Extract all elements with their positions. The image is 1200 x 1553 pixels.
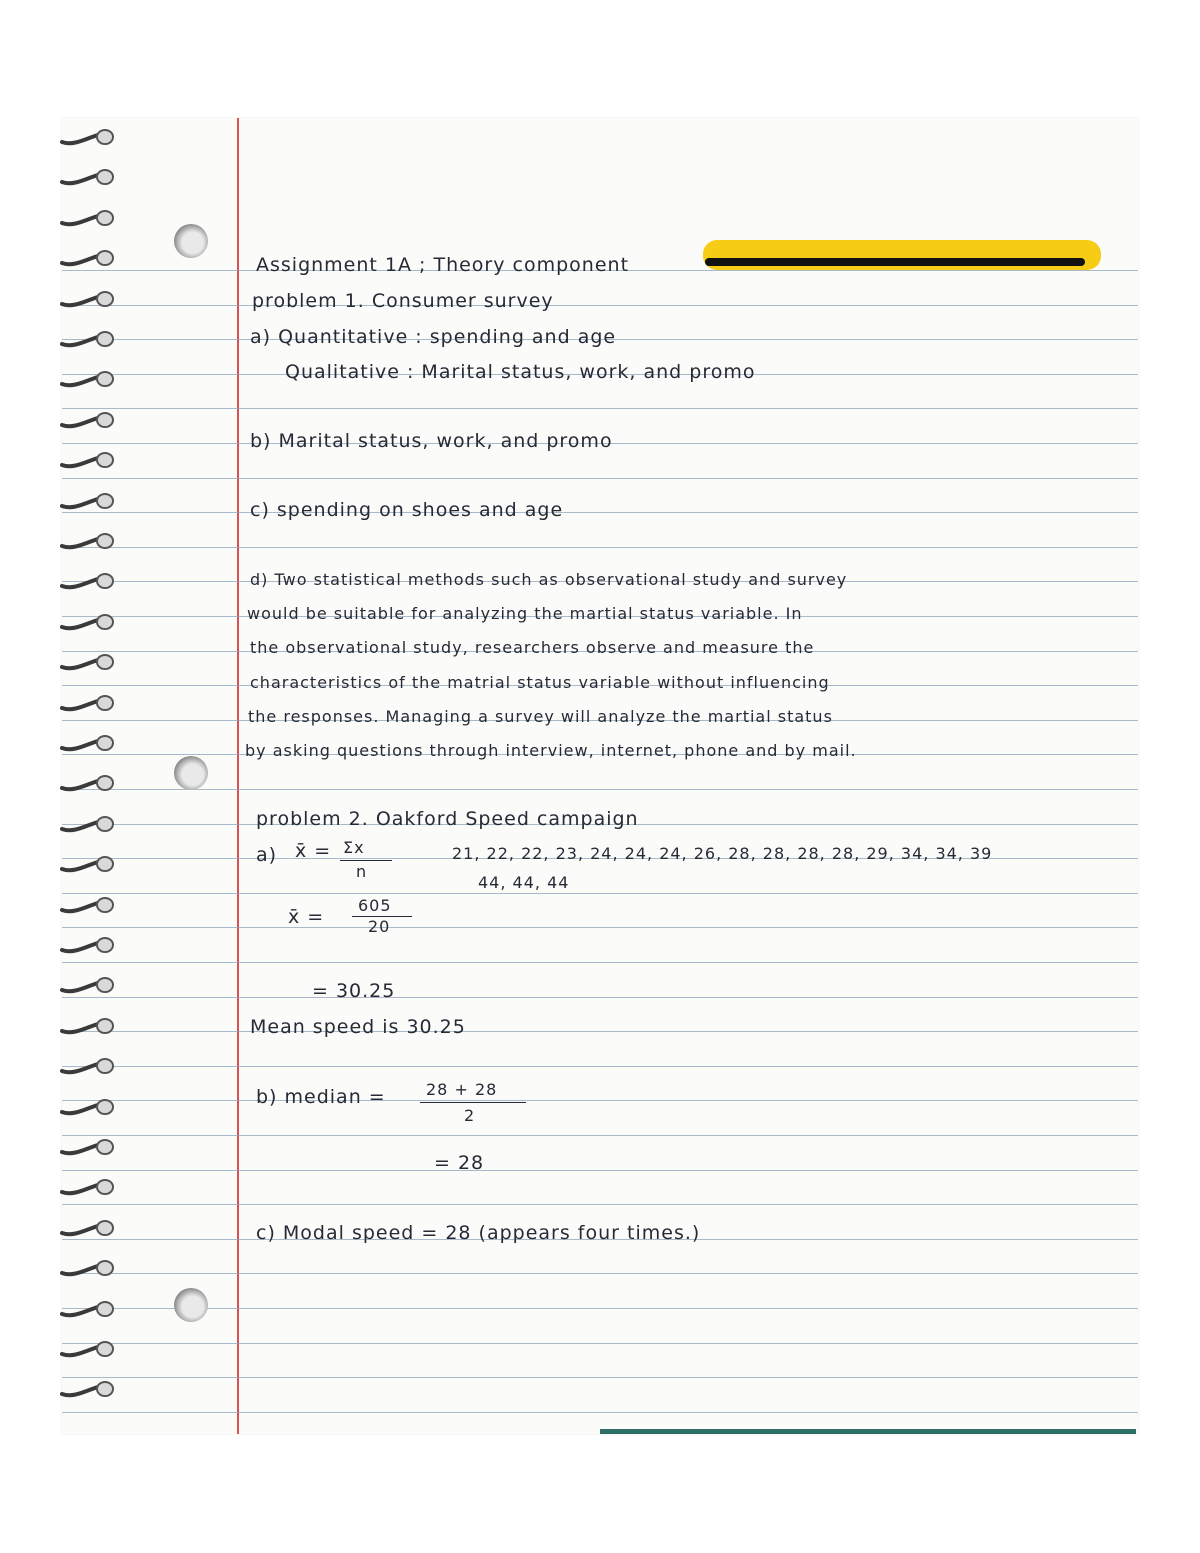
spiral-coil <box>58 1057 118 1079</box>
spiral-coil <box>58 451 118 473</box>
spiral-coil <box>58 209 118 231</box>
punch-hole <box>174 1288 208 1322</box>
ruled-line <box>62 1377 1138 1378</box>
answer-1c: c) spending on shoes and age <box>250 499 564 521</box>
mean-formula-denominator: n <box>356 862 368 881</box>
answer-1d-line: by asking questions through interview, internet, phone and by mail. <box>245 741 857 760</box>
spiral-coil <box>58 492 118 514</box>
spiral-coil <box>58 1300 118 1322</box>
problem1-heading: problem 1. Consumer survey <box>252 290 554 312</box>
spiral-coil <box>58 1340 118 1362</box>
ruled-line <box>62 997 1138 998</box>
spiral-coil <box>58 613 118 635</box>
spiral-coil <box>58 290 118 312</box>
median-label: b) median = <box>256 1086 386 1108</box>
spiral-coil <box>58 694 118 716</box>
ruled-line <box>62 1204 1138 1205</box>
modal-speed: c) Modal speed = 28 (appears four times.) <box>256 1222 701 1244</box>
mean-formula-left: x̄ = <box>295 840 332 862</box>
ruled-line <box>62 1031 1138 1032</box>
answer-1d-line: characteristics of the matrial status variable without influencing <box>250 673 830 692</box>
answer-1a-qualitative: Qualitative : Marital status, work, and promo <box>285 361 756 383</box>
assignment-title: Assignment 1A ; Theory component <box>256 254 630 276</box>
fraction-bar <box>340 860 392 861</box>
median-numerator: 28 + 28 <box>426 1080 498 1099</box>
answer-1d-line: the responses. Managing a survey will analyze the martial status <box>248 707 833 726</box>
spiral-coil <box>58 1017 118 1039</box>
fraction-bar <box>420 1102 526 1103</box>
spiral-coil <box>58 249 118 271</box>
ruled-line <box>62 408 1138 409</box>
speed-data-line-1: 21, 22, 22, 23, 24, 24, 24, 26, 28, 28, 28, 28, 29, 34, 34, 39 <box>452 844 993 863</box>
margin-line <box>237 118 239 1434</box>
ruled-line <box>62 1273 1138 1274</box>
spiral-coil <box>58 1098 118 1120</box>
median-denominator: 2 <box>464 1106 476 1125</box>
ruled-line <box>62 1308 1138 1309</box>
ruled-line <box>62 478 1138 479</box>
spiral-coil <box>58 1138 118 1160</box>
spiral-coil <box>58 734 118 756</box>
ruled-line <box>62 1135 1138 1136</box>
xbar-numerator: 605 <box>358 896 392 915</box>
answer-1b: b) Marital status, work, and promo <box>250 430 613 452</box>
answer-2a-label: a) <box>256 844 278 866</box>
punch-hole <box>174 224 208 258</box>
ruled-line <box>62 962 1138 963</box>
spiral-coil <box>58 168 118 190</box>
spiral-coil <box>58 1219 118 1241</box>
spiral-coil <box>58 855 118 877</box>
xbar-left: x̄ = <box>288 906 325 928</box>
spiral-coil <box>58 128 118 150</box>
ruled-line <box>62 1412 1138 1413</box>
answer-1a-quantitative: a) Quantitative : spending and age <box>250 326 617 348</box>
spiral-coil <box>58 532 118 554</box>
mean-formula-numerator: Σx <box>343 838 365 857</box>
answer-1d-line: the observational study, researchers observe and measure the <box>250 638 815 657</box>
ruled-line <box>62 927 1138 928</box>
ruled-line <box>62 1343 1138 1344</box>
ruled-line <box>62 1066 1138 1067</box>
xbar-denominator: 20 <box>368 917 391 936</box>
xbar-result: = 30.25 <box>312 980 396 1002</box>
spiral-coil <box>58 1178 118 1200</box>
mean-statement: Mean speed is 30.25 <box>250 1016 466 1038</box>
ruled-line <box>62 893 1138 894</box>
spiral-coil <box>58 1259 118 1281</box>
spiral-coil <box>58 896 118 918</box>
spiral-coil <box>58 370 118 392</box>
spiral-coil <box>58 936 118 958</box>
answer-1d-line: would be suitable for analyzing the martial status variable. In <box>247 604 803 623</box>
paper-edge <box>600 1429 1136 1434</box>
spiral-coil <box>58 330 118 352</box>
spiral-coil <box>58 976 118 998</box>
ruled-line <box>62 1170 1138 1171</box>
ruled-line <box>62 1100 1138 1101</box>
redaction-bar <box>705 258 1085 266</box>
problem2-heading: problem 2. Oakford Speed campaign <box>256 808 639 830</box>
spiral-coil <box>58 774 118 796</box>
answer-1d-line: d) Two statistical methods such as observational study and survey <box>250 570 848 589</box>
ruled-line <box>62 305 1138 306</box>
spiral-coil <box>58 1380 118 1402</box>
spiral-coil <box>58 653 118 675</box>
spiral-coil <box>58 815 118 837</box>
median-result: = 28 <box>434 1152 485 1174</box>
spiral-coil <box>58 572 118 594</box>
ruled-line <box>62 512 1138 513</box>
spiral-coil <box>58 411 118 433</box>
speed-data-line-2: 44, 44, 44 <box>478 873 570 892</box>
punch-hole <box>174 756 208 790</box>
ruled-line <box>62 789 1138 790</box>
ruled-line <box>62 547 1138 548</box>
